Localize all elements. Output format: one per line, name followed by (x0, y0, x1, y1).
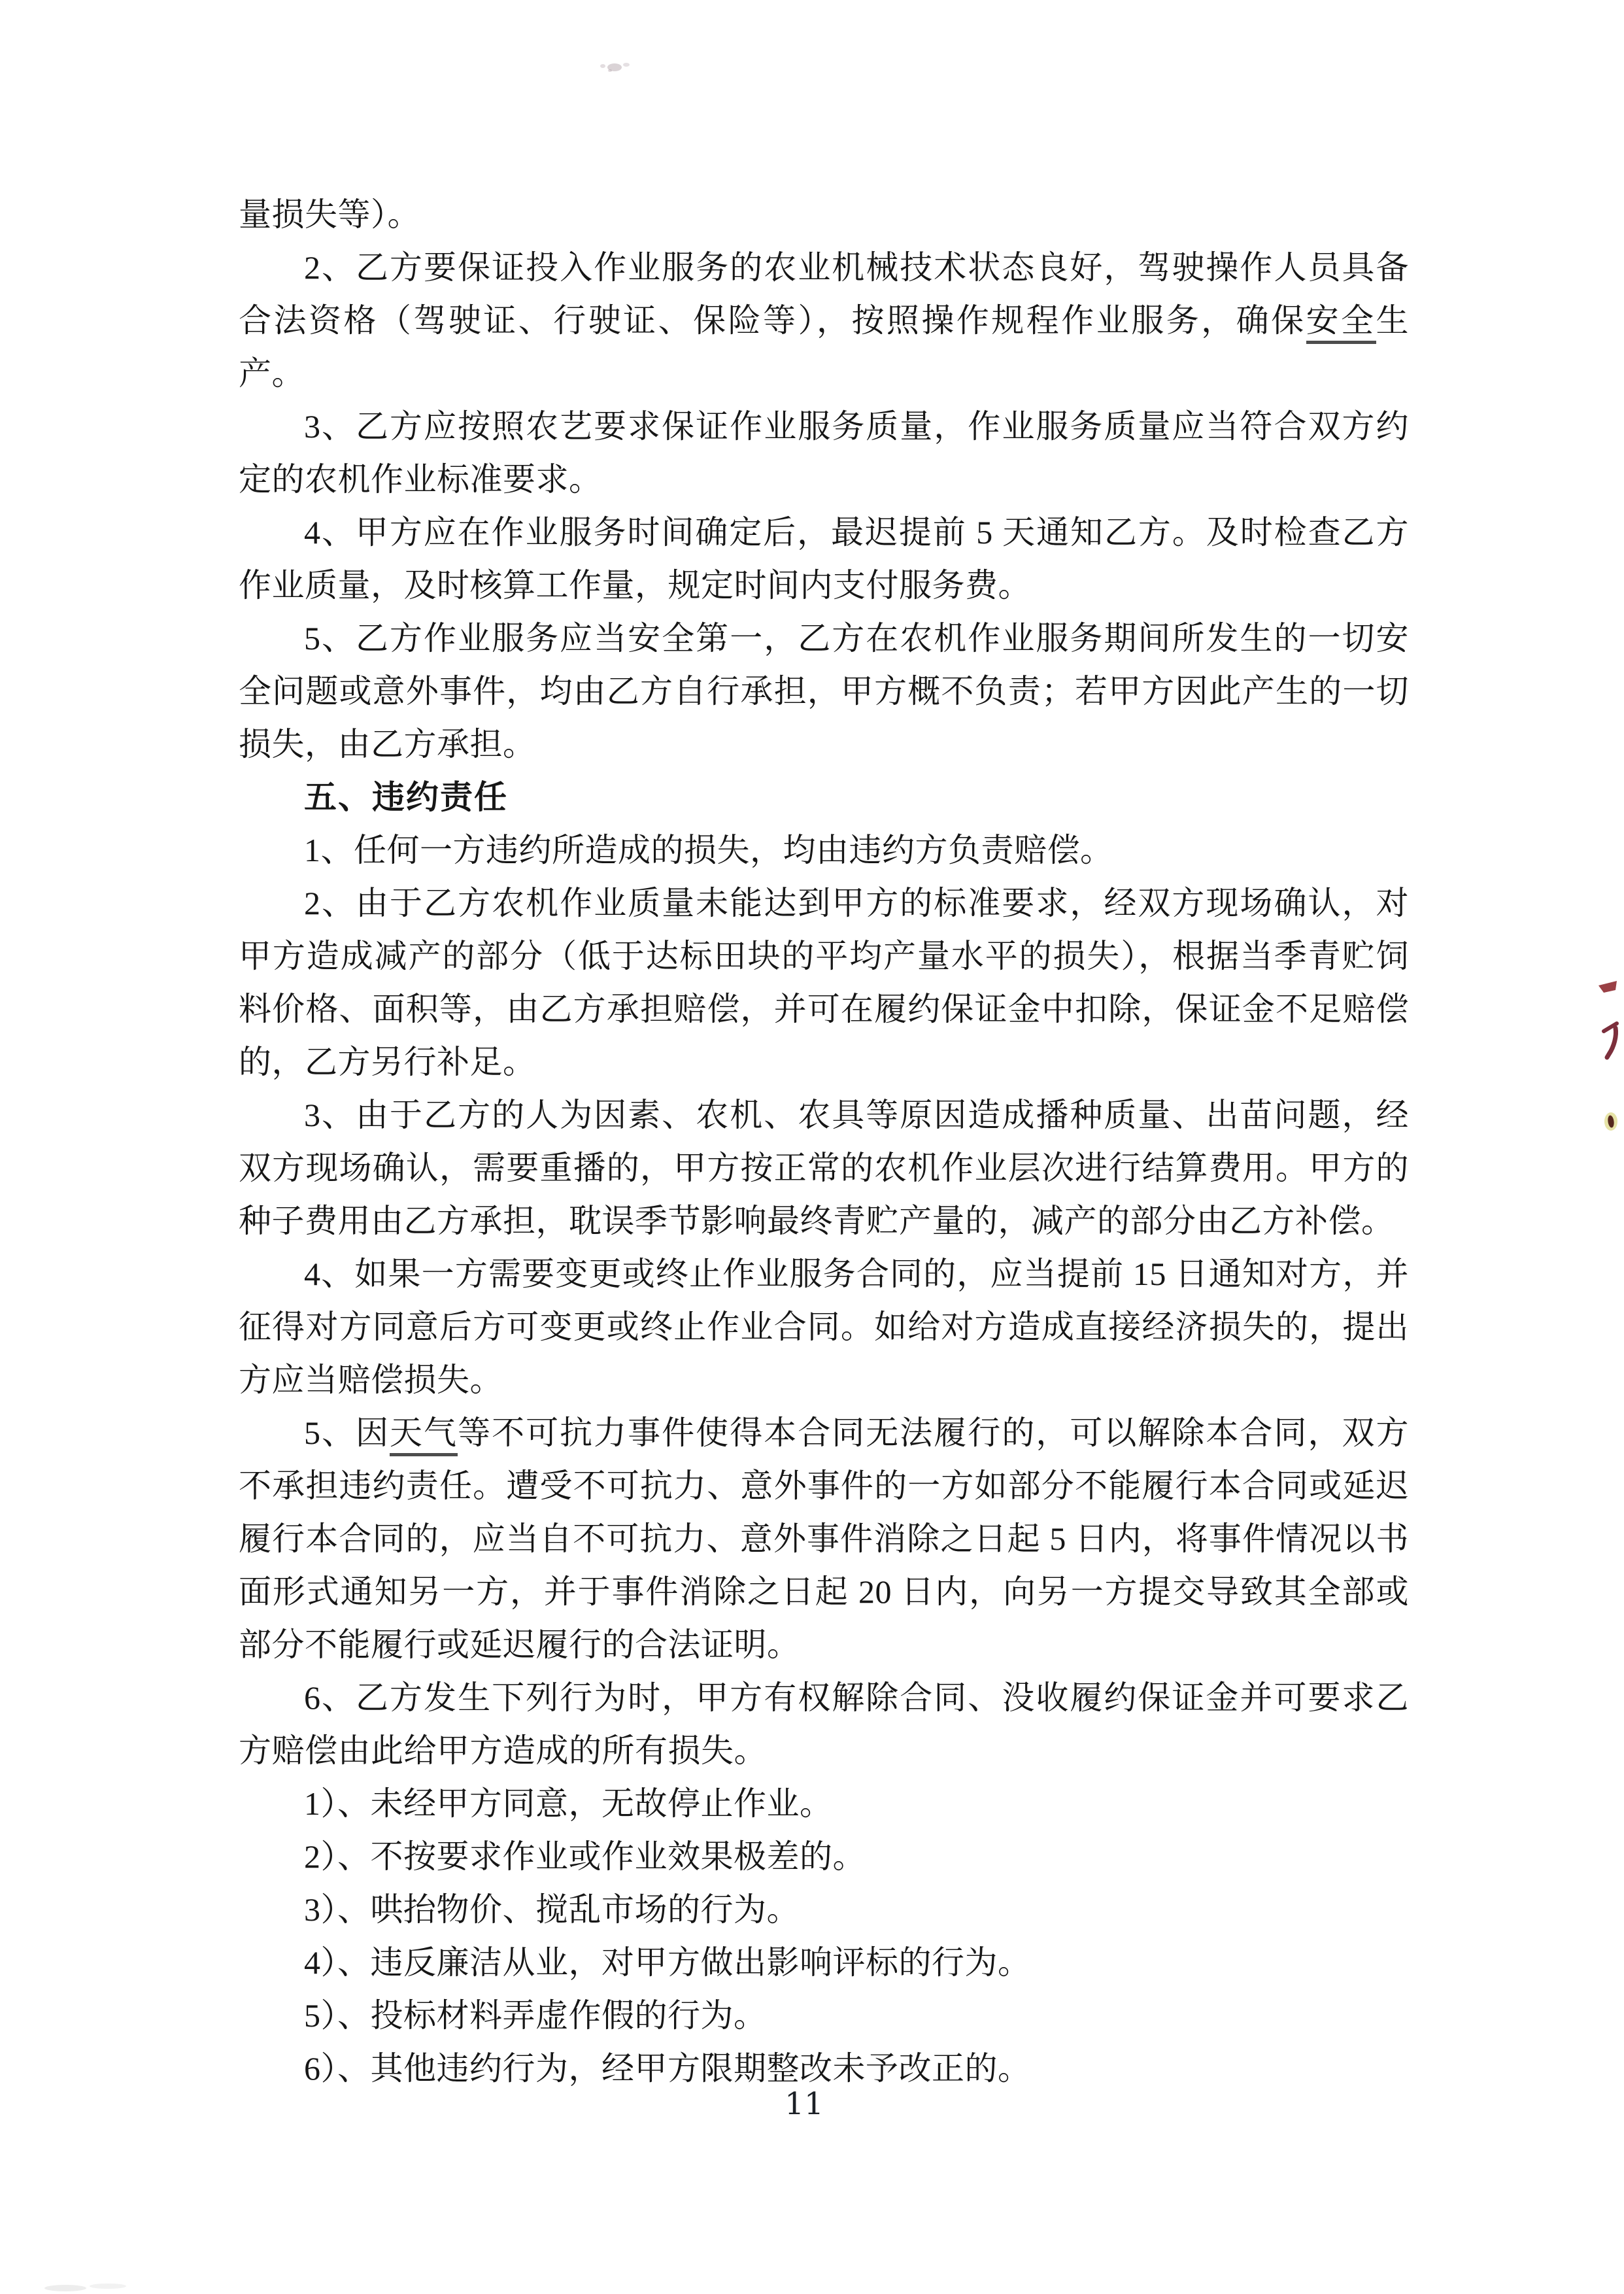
underlined-text: 安全 (1306, 302, 1376, 344)
smudge-blob (623, 63, 630, 67)
heading-5 (239, 771, 1409, 824)
para-5-2 (239, 877, 1409, 1089)
text-segment: 1）、未经甲方同意，无故停止作业。 (304, 1785, 833, 1822)
document-body (239, 188, 1409, 2095)
para-5-3 (239, 1089, 1409, 1248)
subitem-4 (239, 1936, 1409, 1989)
text-segment: 6）、其他违约行为，经甲方限期整改未予改正的。 (304, 2050, 1031, 2087)
para-carryover (239, 188, 1409, 241)
para-5-5 (239, 1407, 1409, 1671)
underlined-text: 天气 (390, 1414, 458, 1456)
red-stroke-annotation-mark (1600, 1020, 1620, 1061)
para-4-2 (239, 241, 1409, 400)
gray-smudge-bottom (36, 2280, 141, 2294)
smudge-blob (608, 69, 612, 72)
text-segment: 等不可抗力事件使得本合同无法履行的，可以解除本合同，双方不承担违约责任。遭受不可抗力、意外事件的一方如部分不能履行本合同或延迟履行本合同的，应当自不可抗力、意外事件消除之日起 5 日内，将事件情况以书面形式通知另一方，并于事件消除之日起 20 日内，向另一方提交导致其全部或部分不能履行或延迟履行的合法证明。 (239, 1414, 1409, 1663)
page-number: 11 (785, 2086, 824, 2122)
text-segment: 3、乙方应按照农艺要求保证作业服务质量，作业服务质量应当符合双方约定的农机作业标准要求。 (239, 408, 1409, 498)
text-segment: 4）、违反廉洁从业，对甲方做出影响评标的行为。 (304, 1944, 1031, 1981)
para-4-3 (239, 400, 1409, 506)
red-stroke-descender (1607, 1028, 1616, 1057)
text-segment: 3）、哄抬物价、搅乱市场的行为。 (304, 1891, 800, 1928)
smudge-blob (44, 2285, 86, 2291)
subitem-2 (239, 1830, 1409, 1883)
red-wedge-annotation-mark (1598, 981, 1619, 997)
text-segment: 生产。 (239, 302, 1410, 392)
text-segment: 5、因 (304, 1414, 390, 1451)
para-5-4 (239, 1248, 1409, 1407)
text-segment: 五、违约责任 (304, 779, 508, 815)
text-segment: 2、乙方要保证投入作业服务的农业机械技术状态良好，驾驶操作人员具备合法资格（驾驶证、行驶证、保险等），按照操作规程作业服务，确保 (239, 249, 1409, 339)
subitem-3 (239, 1883, 1409, 1936)
smudge-blob (90, 2284, 126, 2289)
para-5-1 (239, 824, 1409, 877)
red-dot-annotation-mark (1604, 1110, 1618, 1133)
text-segment: 1、任何一方违约所造成的损失，均由违约方负责赔偿。 (304, 832, 1113, 868)
para-4-4 (239, 506, 1409, 612)
text-segment: 6、乙方发生下列行为时，甲方有权解除合同、没收履约保证金并可要求乙方赔偿由此给甲方造成的所有损失。 (239, 1679, 1409, 1769)
text-segment: 5、乙方作业服务应当安全第一，乙方在农机作业服务期间所发生的一切安全问题或意外事件，均由乙方自行承担，甲方概不负责；若甲方因此产生的一切损失，由乙方承担。 (239, 620, 1409, 762)
text-segment: 2、由于乙方农机作业质量未能达到甲方的标准要求，经双方现场确认，对甲方造成减产的部分（低于达标田块的平均产量水平的损失），根据当季青贮饲料价格、面积等，由乙方承担赔偿，并可在履约保证金中扣除，保证金不足赔偿的，乙方另行补足。 (239, 885, 1409, 1080)
text-segment: 4、甲方应在作业服务时间确定后，最迟提前 5 天通知乙方。及时检查乙方作业质量，及时核算工作量，规定时间内支付服务费。 (239, 514, 1409, 604)
text-segment: 5）、投标材料弄虚作假的行为。 (304, 1997, 767, 2034)
text-segment: 2）、不按要求作业或作业效果极差的。 (304, 1838, 866, 1875)
text-segment: 4、如果一方需要变更或终止作业服务合同的，应当提前 15 日通知对方，并征得对方同意后方可变更或终止作业合同。如给对方造成直接经济损失的，提出方应当赔偿损失。 (239, 1256, 1409, 1398)
para-5-6 (239, 1671, 1409, 1777)
red-wedge-shape (1599, 981, 1617, 993)
gray-smudge-top (588, 56, 641, 78)
subitem-5 (239, 1989, 1409, 2042)
smudge-blob (600, 64, 605, 68)
subitem-1 (239, 1777, 1409, 1830)
text-segment: 量损失等）。 (239, 196, 420, 233)
text-segment: 3、由于乙方的人为因素、农机、农具等原因造成播种质量、出苗问题，经双方现场确认，需要重播的，甲方按正常的农机作业层次进行结算费用。甲方的种子费用由乙方承担，耽误季节影响最终青贮产量的，减产的部分由乙方补偿。 (239, 1097, 1409, 1239)
para-4-5 (239, 612, 1409, 771)
